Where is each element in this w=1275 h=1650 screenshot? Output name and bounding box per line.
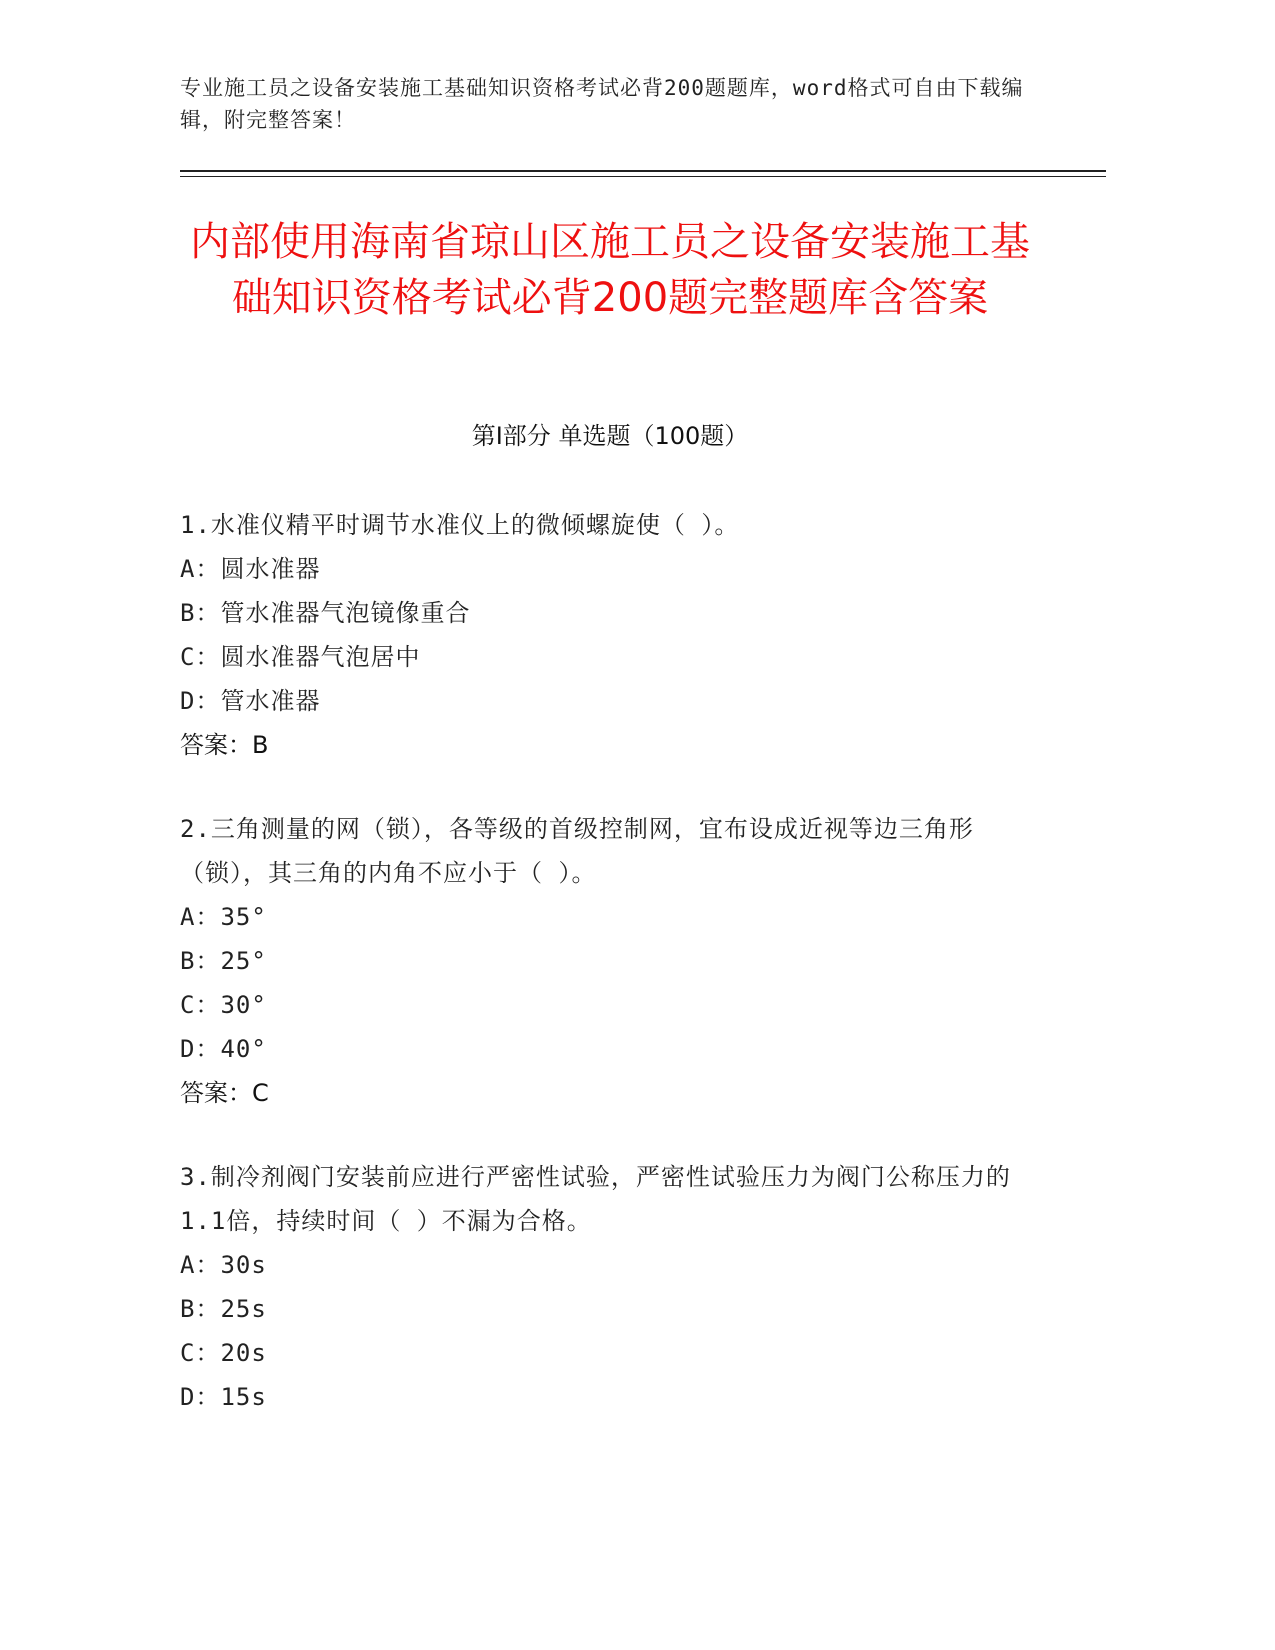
section-heading: 第Ⅰ部分 单选题（100题）: [471, 422, 749, 450]
option-a: A：35°: [180, 903, 267, 931]
option-a: A：圆水准器: [180, 555, 321, 583]
answer-line: 答案：C: [180, 1079, 269, 1107]
header-note: 专业施工员之设备安装施工基础知识资格考试必背200题题库，word格式可自由下载编辑，附完整答案！: [180, 76, 1024, 132]
option-c: C：20s: [180, 1339, 267, 1367]
option-d: D：15s: [180, 1383, 267, 1411]
header-divider-thin: [180, 176, 1106, 177]
question-list: [180, 503, 1040, 1459]
answer-line: 答案：B: [180, 731, 269, 759]
option-a: A：30s: [180, 1251, 267, 1279]
question-3: [180, 1155, 1040, 1419]
option-b: B：25°: [180, 947, 267, 975]
option-d: D：40°: [180, 1035, 267, 1063]
option-c: C：30°: [180, 991, 267, 1019]
question-2: [180, 807, 1040, 1115]
header-divider-thick: [180, 170, 1106, 172]
option-b: B：25s: [180, 1295, 267, 1323]
option-d: D：管水准器: [180, 687, 321, 715]
document-title: 内部使用海南省琼山区施工员之设备安装施工基础知识资格考试必背200题完整题库含答案: [190, 219, 1030, 321]
option-b: B：管水准器气泡镜像重合: [180, 599, 471, 627]
question-1: [180, 503, 1040, 767]
question-stem: 1.水准仪精平时调节水准仪上的微倾螺旋使（ ）。: [180, 511, 740, 539]
question-stem: 2.三角测量的网（锁），各等级的首级控制网，宜布设成近视等边三角形（锁），其三角的内角不应小于（ ）。: [180, 815, 974, 887]
question-stem: 3.制冷剂阀门安装前应进行严密性试验，严密性试验压力为阀门公称压力的1.1倍，持续时间（ ）不漏为合格。: [180, 1163, 1011, 1235]
option-c: C：圆水准器气泡居中: [180, 643, 421, 671]
